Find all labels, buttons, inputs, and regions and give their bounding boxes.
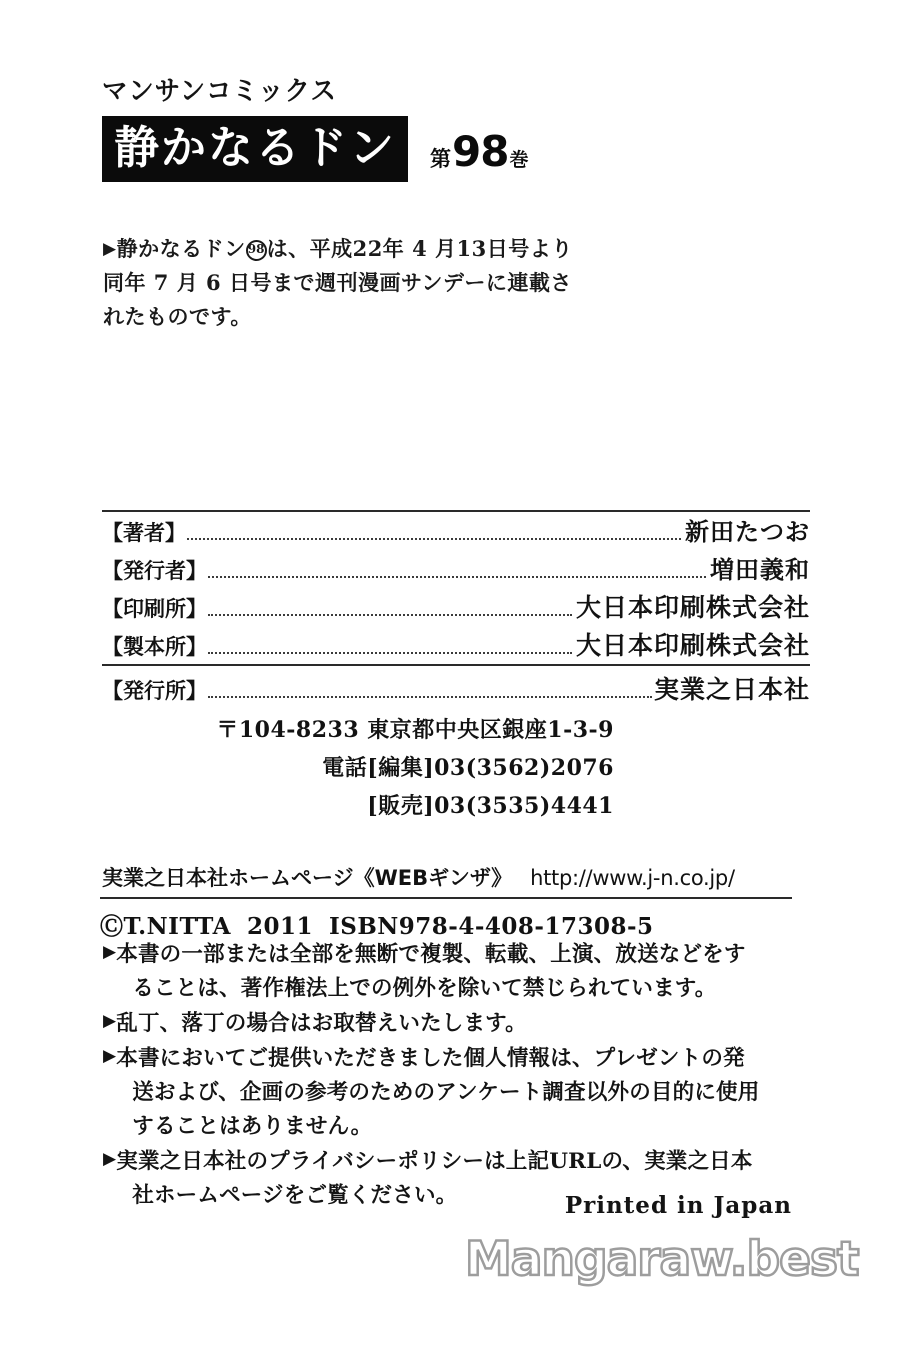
serialization-line-3: れたものです。	[103, 304, 252, 330]
legal-notice-item	[103, 1042, 793, 1144]
serialization-note	[103, 232, 743, 334]
volume-badge: 98	[246, 240, 267, 261]
credit-label: 【製本所】	[102, 634, 207, 659]
bullet-triangle-icon: ▶	[103, 1045, 117, 1066]
credit-label: 【発行者】	[102, 558, 207, 583]
publisher-row	[102, 670, 810, 712]
legal-line: 乱丁、落丁の場合はお取替えいたします。	[116, 1010, 527, 1036]
bullet-triangle-icon: ▶	[103, 1010, 117, 1031]
copyright-year: 2011	[246, 913, 313, 940]
copyright-isbn-line	[100, 908, 654, 941]
legal-line: 実業之日本社のプライバシーポリシーは上記URLの、実業之日本	[116, 1148, 753, 1174]
imprint-label: マンサンコミックス	[102, 76, 337, 107]
website-label: 実業之日本社ホームページ《WEBギンザ》	[102, 866, 513, 890]
publisher-name: 実業之日本社	[653, 675, 810, 704]
serialization-line-1: は、平成22年 4 月13日号より	[266, 236, 573, 261]
credit-value: 大日本印刷株式会社	[575, 593, 810, 622]
publisher-label: 【発行所】	[102, 678, 207, 703]
leader-dots	[187, 538, 681, 540]
legal-line: 本書の一部または全部を無断で複製、転載、上演、放送などをす	[116, 942, 746, 967]
credit-row	[102, 588, 810, 626]
legal-line: 送および、企画の参考のためのアンケート調査以外の目的に使用	[132, 1079, 760, 1105]
copyright-holder: T.NITTA	[123, 913, 231, 940]
legal-notice-text	[116, 1007, 793, 1041]
title-row	[102, 116, 802, 182]
divider-website	[100, 897, 792, 899]
legal-notice-item	[103, 938, 793, 1006]
legal-notice-text	[116, 1042, 793, 1144]
credit-row	[102, 550, 810, 588]
bullet-triangle-icon: ▶	[103, 239, 117, 259]
credit-row	[102, 626, 810, 664]
serialization-line-2: 同年 7 月 6 日号まで週刊漫画サンデーに連載さ	[103, 270, 572, 296]
volume-suffix: 巻	[509, 149, 529, 171]
website-row	[102, 862, 792, 892]
credit-label: 【著者】	[102, 520, 186, 545]
legal-line: 本書においてご提供いただきました個人情報は、プレゼントの発	[116, 1045, 745, 1071]
credit-value: 新田たつお	[685, 517, 810, 546]
publisher-phone-editorial: 電話[編集]03(3562)2076	[322, 754, 614, 781]
series-title-banner: 静かなるドン	[102, 116, 408, 182]
credit-value: 増田義和	[710, 555, 810, 584]
leader-dots	[208, 576, 706, 578]
bullet-triangle-icon: ▶	[103, 942, 117, 962]
publisher-address: 〒104-8233 東京都中央区銀座1-3-9	[216, 717, 614, 743]
legal-line: することはありません。	[132, 1113, 373, 1139]
legal-notices	[103, 938, 793, 1214]
title-header	[102, 78, 802, 182]
legal-line: ることは、著作権法上での例外を除いて禁じられています。	[132, 975, 717, 1001]
leader-dots	[208, 652, 572, 654]
publisher-phone-sales: [販売]03(3535)4441	[367, 792, 614, 819]
leader-dots	[208, 696, 652, 698]
site-watermark: Mangaraw.best	[465, 1232, 859, 1287]
printed-in-japan: Printed in Japan	[564, 1192, 792, 1219]
legal-line: 社ホームページをご覧ください。	[132, 1182, 458, 1208]
publisher-block	[102, 666, 810, 825]
credit-row	[102, 512, 810, 550]
credit-label: 【印刷所】	[102, 596, 207, 621]
copyright-symbol-icon: Ⓒ	[100, 913, 124, 940]
volume-indicator	[430, 127, 528, 182]
legal-notice-item	[103, 1007, 793, 1041]
credit-value: 大日本印刷株式会社	[575, 631, 810, 660]
leader-dots	[208, 614, 572, 616]
serialization-series-title: 静かなるドン	[116, 236, 246, 261]
bullet-triangle-icon: ▶	[103, 1148, 117, 1169]
isbn-number: ISBN978-4-408-17308-5	[328, 913, 654, 940]
legal-notice-text	[116, 938, 793, 1006]
website-url[interactable]: http://www.j-n.co.jp/	[530, 866, 735, 890]
volume-prefix: 第	[430, 147, 452, 171]
volume-number: 98	[452, 127, 509, 176]
colophon-table	[102, 510, 810, 825]
